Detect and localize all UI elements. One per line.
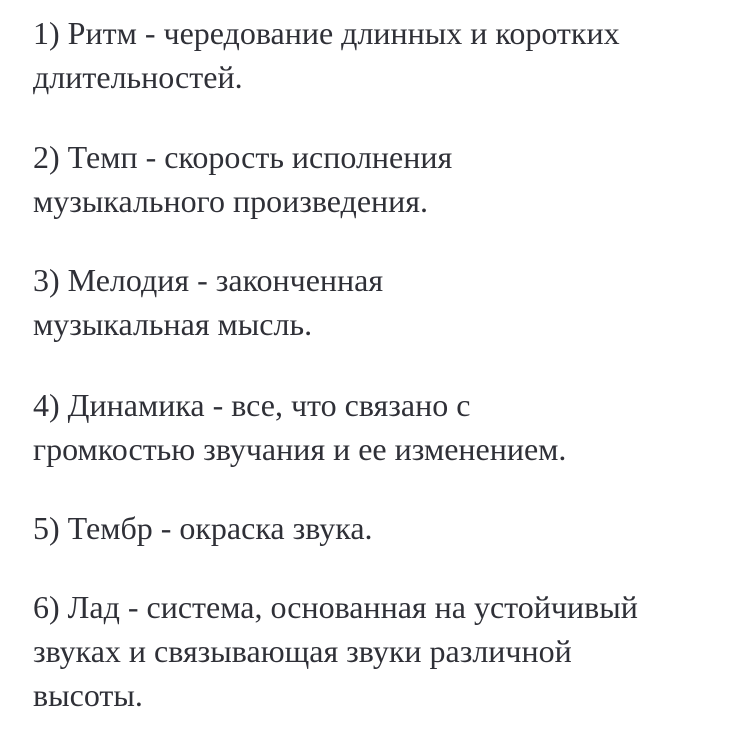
definition-tempo xyxy=(33,135,733,223)
definition-rhythm xyxy=(33,11,733,99)
definition-mode xyxy=(33,585,733,717)
text-line: 5) Тембр - окраска звука. xyxy=(33,510,373,546)
text-line: звуках и связывающая звуки различной xyxy=(33,633,572,669)
text-line: музыкальная мысль. xyxy=(33,306,313,342)
text-line: музыкального произведения. xyxy=(33,183,428,219)
text-line: 4) Динамика - все, что связано с xyxy=(33,387,471,423)
definition-melody xyxy=(33,258,733,346)
text-line: 6) Лад - система, основанная на устойчивый xyxy=(33,589,638,625)
text-line: 2) Темп - скорость исполнения xyxy=(33,139,453,175)
text-line: громкостью звучания и ее изменением. xyxy=(33,431,567,467)
text-line: длительностей. xyxy=(33,59,243,95)
definition-timbre xyxy=(33,506,733,550)
text-line: высоты. xyxy=(33,677,143,713)
text-line: 3) Мелодия - законченная xyxy=(33,262,384,298)
definition-dynamics xyxy=(33,383,733,471)
text-line: 1) Ритм - чередование длинных и коротких xyxy=(33,15,620,51)
